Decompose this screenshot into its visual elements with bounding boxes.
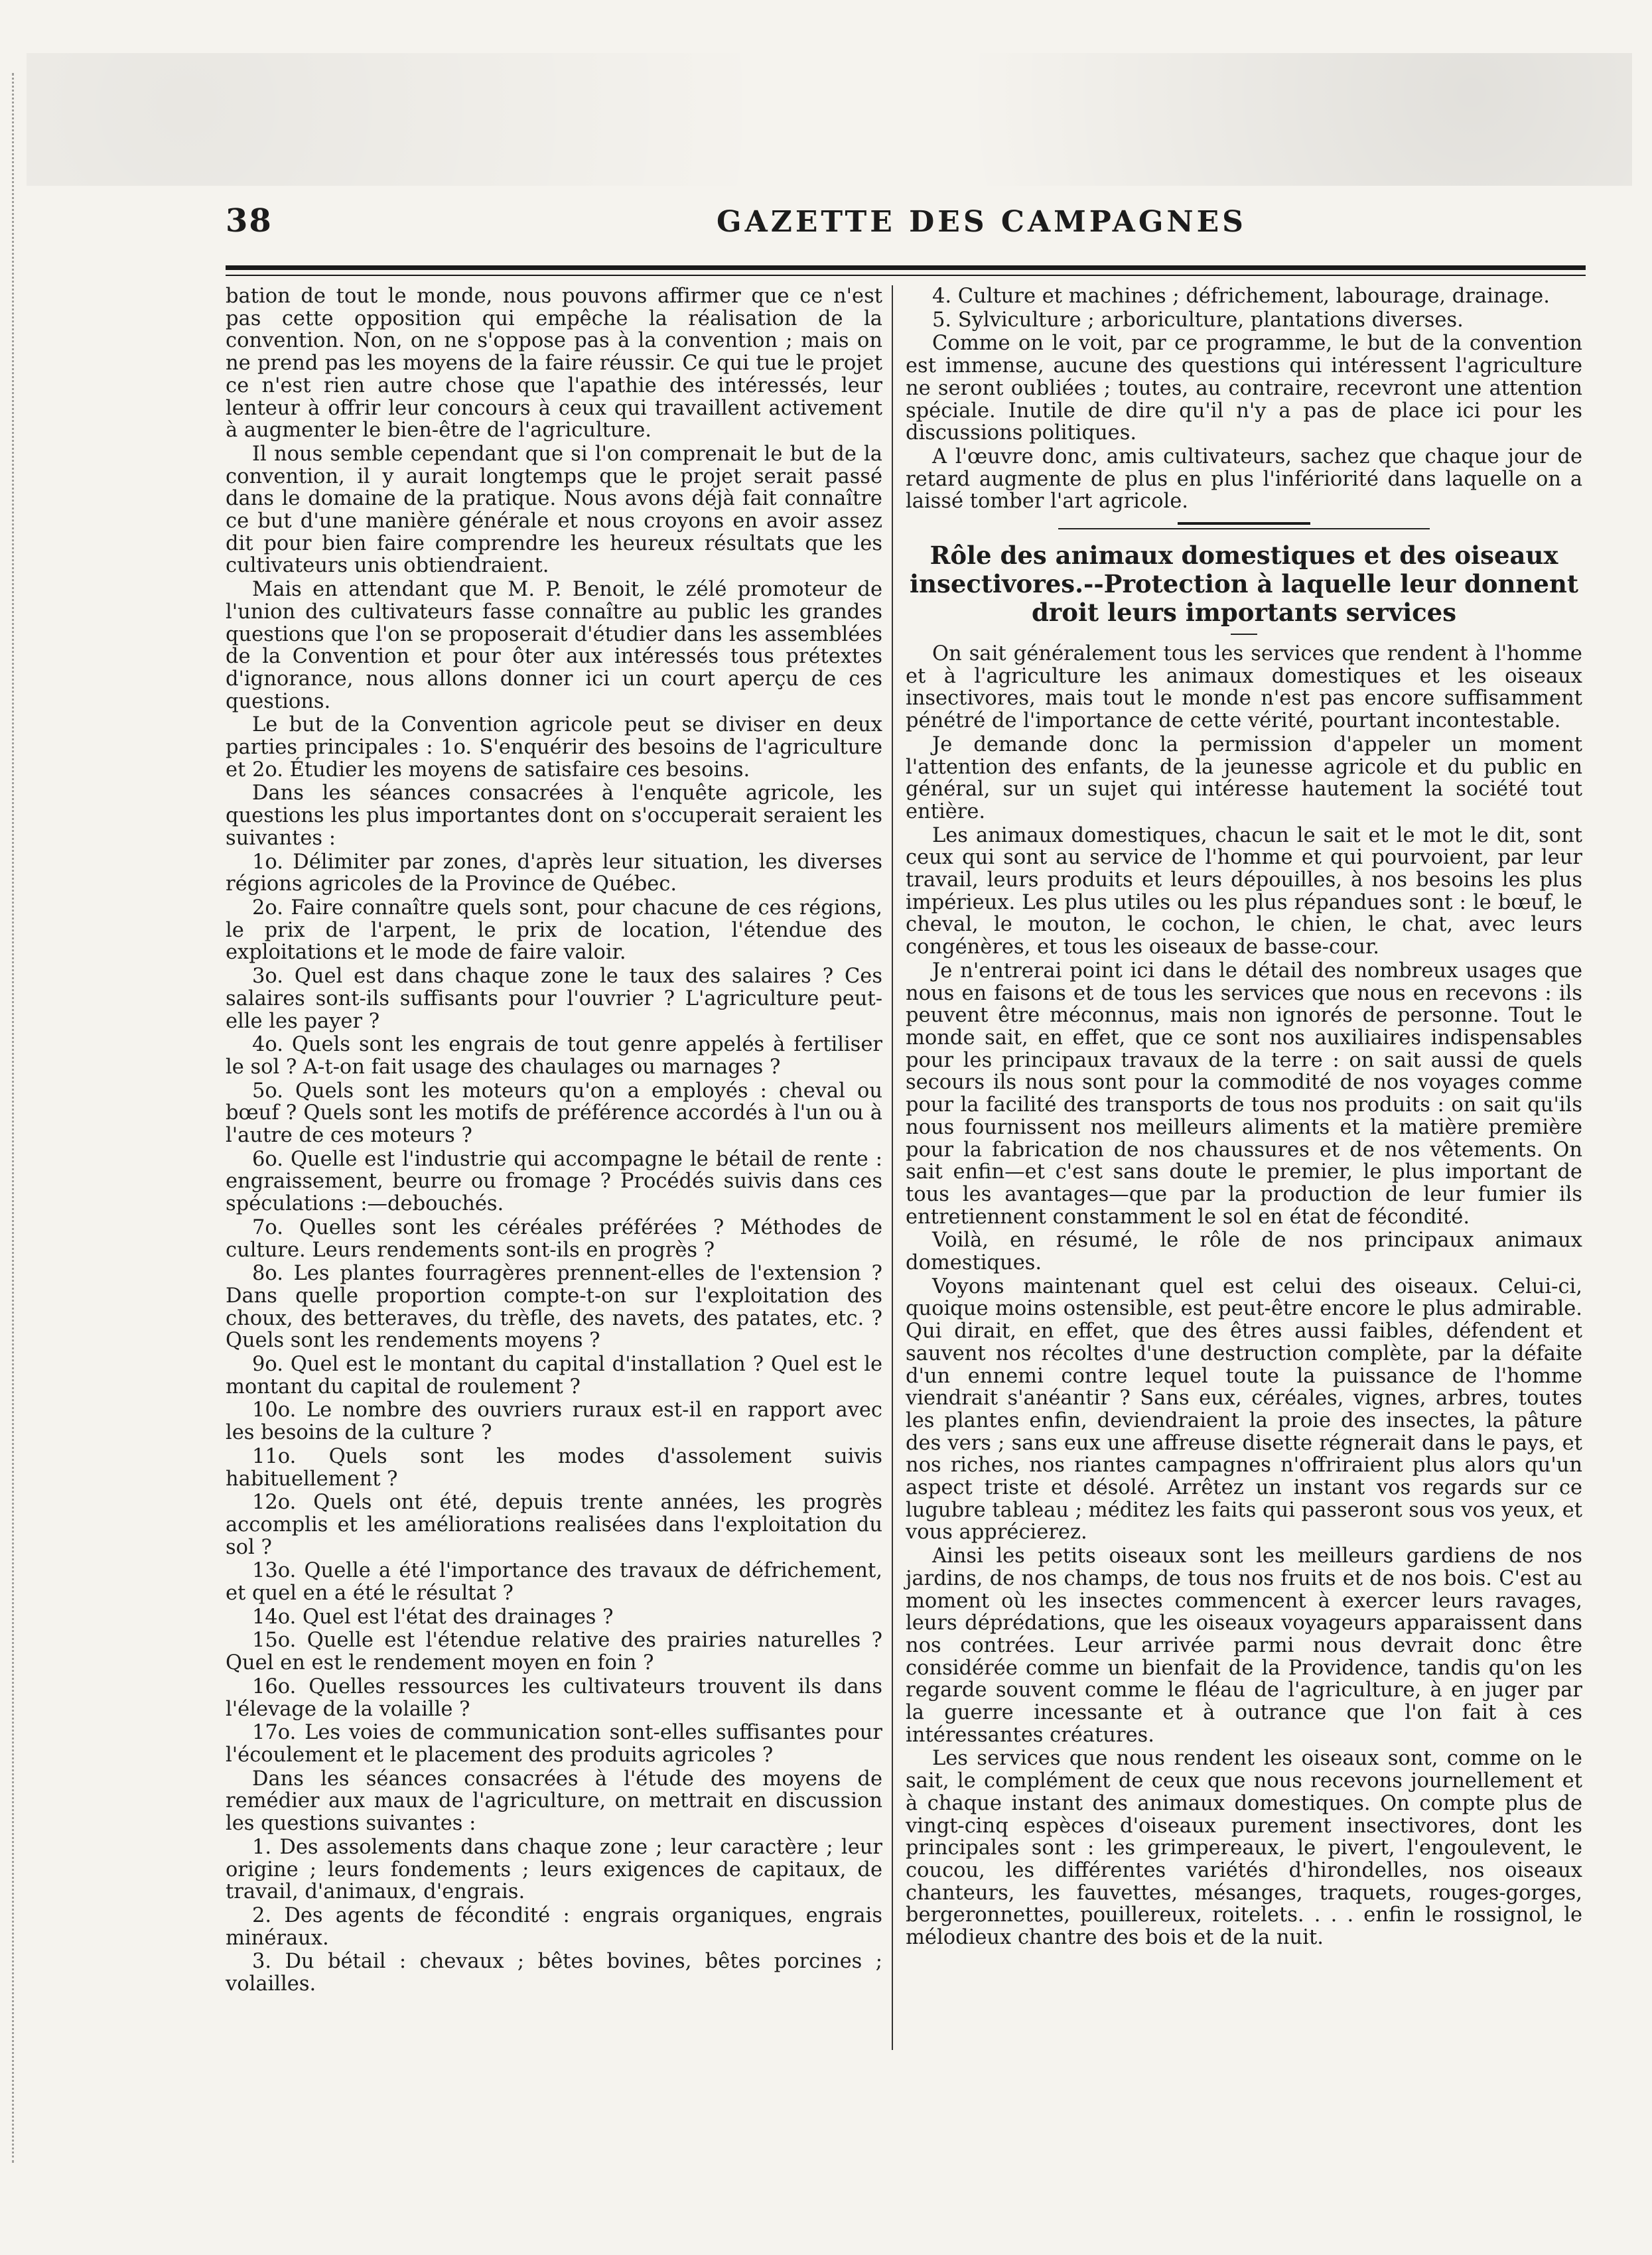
header-rule-thin — [226, 275, 1586, 276]
paragraph: Mais en attendant que M. P. Benoit, le zélé promoteur de l'union des cultivateurs fasse connaître au public les grandes questions que l'on se proposerait d'étudier dans les assemblées de la Convention et pour ôter aux intéressés tous prétextes d'ignorance, nous allons donner ici un court aperçu de ces questions. — [226, 578, 882, 713]
list-item: 2. Des agents de fécondité : engrais organiques, engrais minéraux. — [226, 1903, 882, 1950]
page-header — [226, 202, 1592, 255]
paragraph: Je demande donc la permission d'appeler un moment l'attention des enfants, de la jeunesse agricole et du public en général, sur un sujet qui intéresse hautement la société tout entière. — [906, 732, 1582, 823]
list-item: 17o. Les voies de communication sont-elles suffisantes pour l'écoulement et le placement des produits agricoles ? — [226, 1721, 882, 1767]
masthead: GAZETTE DES CAMPAGNES — [717, 205, 1247, 239]
title-dash — [1231, 634, 1257, 635]
paper-speckle — [27, 53, 1632, 186]
left-column — [226, 285, 882, 1997]
paper-speckle-bottom — [27, 2150, 1632, 2216]
list-item: 16o. Quelles ressources les cultivateurs trouvent ils dans l'élevage de la volaille ? — [226, 1674, 882, 1721]
paragraph: Voyons maintenant quel est celui des oiseaux. Celui-ci, quoique moins ostensible, est peut-être encore le plus admirable. Qui dirait, en effet, que des êtres aussi faibles, défendent et sauvent nos récoltes d'une destruction complète, par la défaite d'un ennemi contre lequel toute la puissance de l'homme viendrait s'anéantir ? Sans eux, céréales, vignes, arbres, toutes les plantes enfin, deviendraient la proie des insectes, la pâture des vers ; sans eux une affreuse disette régnerait dans le pays, et nos riches, nos riantes campagnes n'offriraient plus alors qu'un aspect triste et désolé. Arrêtez un instant vos regards sur ce lugubre tableau ; méditez les faits qui passeront sous vos yeux, et vous apprécierez. — [906, 1274, 1582, 1544]
paragraph: Ainsi les petits oiseaux sont les meilleurs gardiens de nos jardins, de nos champs, de tous nos fruits et de nos bois. C'est au moment où les insectes commencent à exercer leurs ravages, leurs déprédations, que les oiseaux voyageurs apparaissent dans nos contrées. Leur arrivée parmi nous devrait donc être considérée comme un bienfait de la Providence, tandis qu'on les regarde souvent comme le fléau de l'agriculture, à en juger par la guerre incessante et à outrance que l'on fait à ces intéressantes créatures. — [906, 1544, 1582, 1747]
list-item: 3o. Quel est dans chaque zone le taux des salaires ? Ces salaires sont-ils suffisants pour l'ouvrier ? L'agriculture peut-elle les payer ? — [226, 965, 882, 1033]
column-divider — [892, 285, 893, 2050]
list-item: 7o. Quelles sont les céréales préférées ? Méthodes de culture. Leurs rendements sont-ils en progrès ? — [226, 1215, 882, 1262]
list-item: 11o. Quels sont les modes d'assolement suivis habituellement ? — [226, 1444, 882, 1491]
list-item: 14o. Quel est l'état des drainages ? — [252, 1605, 614, 1629]
paragraph: On sait généralement tous les services que rendent à l'homme et à l'agriculture les animaux domestiques et les oiseaux insectivores, mais tout le monde n'est pas encore suffisamment pénétré de l'importance de cette vérité, pourtant incontestable. — [906, 642, 1582, 733]
right-column — [906, 285, 1582, 1950]
section-rule — [1178, 522, 1310, 525]
list-item: 1o. Délimiter par zones, d'après leur situation, les diverses régions agricoles de la Province de Québec. — [226, 850, 882, 896]
paragraph: Dans les séances consacrées à l'enquête agricole, les questions les plus importantes dont on s'occuperait seraient les suivantes : — [226, 782, 882, 850]
list-item: 13o. Quelle a été l'importance des travaux de défrichement, et quel en a été le résultat ? — [226, 1559, 882, 1606]
paragraph: Dans les séances consacrées à l'étude des moyens de remédier aux maux de l'agriculture, on mettrait en discussion les questions suivantes : — [226, 1767, 882, 1836]
list-item: 4o. Quels sont les engrais de tout genre appelés à fertiliser le sol ? A-t-on fait usage des chaulages ou marnages ? — [226, 1033, 882, 1079]
page-number: 38 — [226, 202, 273, 239]
list-item: 3. Du bétail : chevaux ; bêtes bovines, bêtes porcines ; volailles. — [226, 1950, 882, 1996]
section-rule-line — [1058, 528, 1430, 529]
list-item: 6o. Quelle est l'industrie qui accompagne le bétail de rente : engraissement, beurre ou fromage ? Procédés suivis dans ces spéculations :—debouchés. — [226, 1147, 882, 1216]
binding-edge — [12, 73, 34, 2163]
article-title: Rôle des animaux domestiques et des oiseaux insectivores.--Protection à laquelle leur donnent droit leurs importants services — [910, 541, 1578, 628]
paragraph: bation de tout le monde, nous pouvons affirmer que ce n'est pas cette opposition qui empêche la réalisation de la convention. Non, on ne s'oppose pas à la convention ; mais on ne prend pas les moyens de la faire réussir. Ce qui tue le projet ce n'est rien autre chose que l'apathie des intéressés, leur lenteur à offrir leur concours à ceux qui travaillent activement à augmenter le bien-être de l'agriculture. — [226, 285, 882, 443]
list-item: 10o. Le nombre des ouvriers ruraux est-il en rapport avec les besoins de la culture ? — [226, 1399, 882, 1445]
paragraph: Les animaux domestiques, chacun le sait et le mot le dit, sont ceux qui sont au service de l'homme et qui pourvoient, par leur travail, leurs produits et leurs dépouilles, à nos besoins les plus impérieux. Les plus utiles ou les plus répandues sont : le bœuf, le cheval, le mouton, le cochon, le chien, le chat, avec leurs congénères, et tous les oiseaux de basse-cour. — [906, 823, 1582, 959]
list-item: 5. Sylviculture ; arboriculture, plantations diverses. — [932, 308, 1464, 332]
list-item: 4. Culture et machines ; défrichement, labourage, drainage. — [932, 285, 1550, 308]
list-item: 12o. Quels ont été, depuis trente années, les progrès accomplis et les améliorations realisées dans l'exploitation du sol ? — [226, 1491, 882, 1559]
list-item: 15o. Quelle est l'étendue relative des prairies naturelles ? Quel en est le rendement moyen en foin ? — [226, 1629, 882, 1675]
paragraph: Comme on le voit, par ce programme, le but de la convention est immense, aucune des questions qui intéressent l'agriculture ne seront oubliées ; toutes, au contraire, recevront une attention spéciale. Inutile de dire qu'il n'y a pas de place ici pour les discussions politiques. — [906, 332, 1582, 445]
list-item: 2o. Faire connaître quels sont, pour chacune de ces régions, le prix de l'arpent, le prix de location, l'étendue des exploitations et le mode de faire valoir. — [226, 896, 882, 965]
paragraph: Les services que nous rendent les oiseaux sont, comme on le sait, le complément de ceux que nous recevons journellement et à chaque instant des animaux domestiques. On compte plus de vingt-cinq espèces d'oiseaux purement insectivores, dont les principales sont : les grimpereaux, le pivert, l'engoulevent, le coucou, les différentes variétés d'hirondelles, nos oiseaux chanteurs, les fauvettes, mésanges, traquets, rouges-gorges, bergeronnettes, pouillereux, roitelets. . . . enfin le rossignol, le mélodieux chantre des bois et de la nuit. — [906, 1747, 1582, 1950]
list-item: 8o. Les plantes fourragères prennent-elles de l'extension ? Dans quelle proportion compte-t-on sur l'exploitation des choux, des betteraves, du trèfle, des navets, des patates, etc. ? Quels sont les rendements moyens ? — [226, 1262, 882, 1353]
header-rule-thick — [226, 265, 1586, 270]
paragraph: Le but de la Convention agricole peut se diviser en deux parties principales : 1o. S'enquérir des besoins de l'agriculture et 2o. Étudier les moyens de satisfaire ces besoins. — [226, 713, 882, 782]
list-item: 1. Des assolements dans chaque zone ; leur caractère ; leur origine ; leurs fondements ; leurs exigences de capitaux, de travail, d'animaux, d'engrais. — [226, 1835, 882, 1904]
paragraph: Voilà, en résumé, le rôle de nos principaux animaux domestiques. — [906, 1229, 1582, 1275]
paragraph: Il nous semble cependant que si l'on comprenait le but de la convention, il y aurait longtemps que le projet serait passé dans le domaine de la pratique. Nous avons déjà fait connaître ce but d'une manière générale et nous croyons en avoir assez dit pour bien faire comprendre les heureux résultats que les cultivateurs unis obtiendraient. — [226, 442, 882, 578]
paragraph: Je n'entrerai point ici dans le détail des nombreux usages que nous en faisons et de tous les services que nous en recevons : ils peuvent être méconnus, mais non ignorés de personne. Tout le monde sait, en effet, que ce sont nos auxiliaires indispensables pour les principaux travaux de la terre : on sait aussi de quels secours ils nous sont pour la commodité de nos voyages comme pour la facilité des transports de tous nos produits : on sait qu'ils nous fournissent nos meilleurs aliments et la matière première pour la fabrication de nos chaussures et de nos vêtements. On sait enfin—et c'est sans doute le premier, le plus important de tous les avantages—que par la production de leur fumier ils entretiennent constamment le sol en état de fécondité. — [906, 959, 1582, 1229]
list-item: 9o. Quel est le montant du capital d'installation ? Quel est le montant du capital de roulement ? — [226, 1353, 882, 1399]
paragraph: A l'œuvre donc, amis cultivateurs, sachez que chaque jour de retard augmente de plus en plus l'infériorité dans laquelle on a laissé tomber l'art agricole. — [906, 444, 1582, 513]
list-item: 5o. Quels sont les moteurs qu'on a employés : cheval ou bœuf ? Quels sont les motifs de préférence accordés à l'un ou à l'autre de ces moteurs ? — [226, 1079, 882, 1148]
